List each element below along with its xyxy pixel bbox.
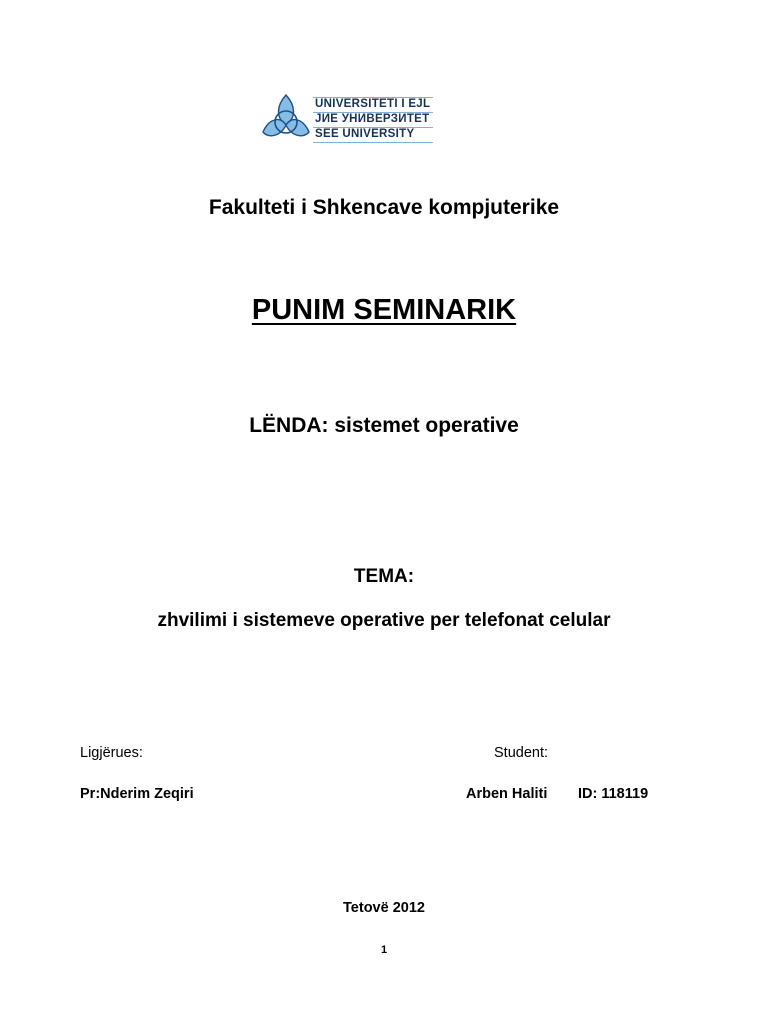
topic-label: TEMA:	[353, 566, 415, 587]
logo-text-line-2: ЈИЕ УНИВЕРЗИТЕТ	[315, 113, 430, 125]
student-name: Arben Haliti	[466, 786, 548, 802]
subject-line: LËNDA: sistemet operative	[249, 414, 519, 437]
logo-rule	[313, 142, 433, 143]
logo-text-line-3: SEE UNIVERSITY	[315, 128, 415, 140]
university-logo-icon	[259, 92, 313, 144]
page-number: 1	[380, 944, 388, 956]
document-type-text: PUNIM SEMINARIK	[251, 294, 517, 326]
place-date: Tetovë 2012	[343, 900, 425, 916]
logo-text-line-1: UNIVERSITETI I EJL	[315, 98, 431, 110]
student-label: Student:	[494, 745, 549, 761]
document-type-title	[0, 294, 768, 327]
student-id: ID: 118119	[578, 786, 649, 802]
faculty-name: Fakulteti i Shkencave kompjuterike	[208, 196, 560, 219]
topic-title: zhvilimi i sistemeve operative per telefonat celular	[157, 610, 611, 631]
mentor-name: Pr:Nderim Zeqiri	[80, 786, 194, 802]
mentor-label: Ligjërues:	[80, 745, 143, 761]
